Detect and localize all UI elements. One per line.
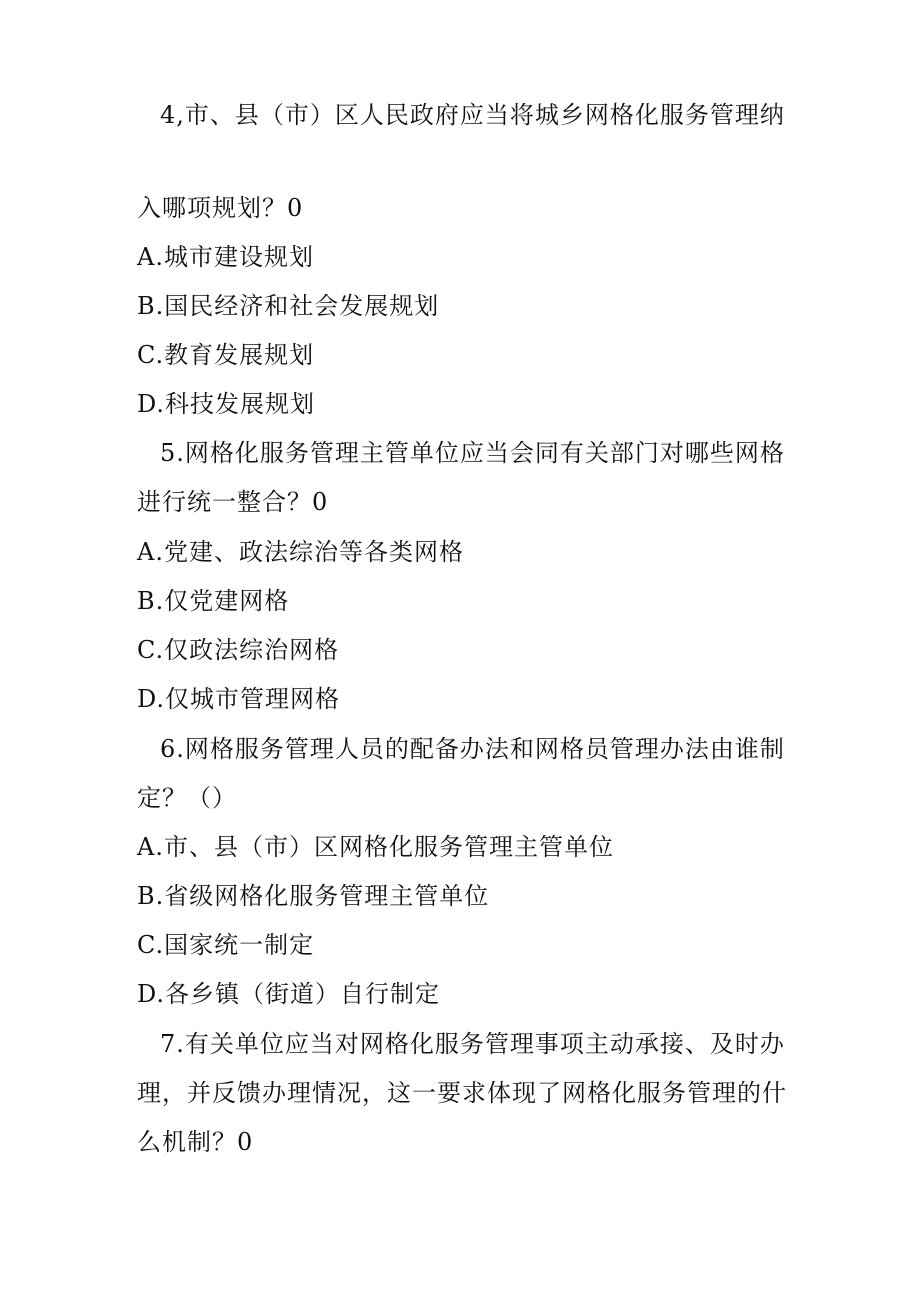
question-4-stem-line-1: 4,市、县（市）区人民政府应当将城乡网格化服务管理纳 (160, 101, 785, 129)
question-7-stem-line-3: 么机制？0 (137, 1128, 254, 1156)
question-6-option-d: D.各乡镇（街道）自行制定 (137, 980, 441, 1008)
question-4-option-b: B.国民经济和社会发展规划 (137, 292, 440, 320)
question-4-stem-line-2: 入哪项规划？0 (137, 194, 304, 222)
question-5-option-c: C.仅政法综治网格 (137, 636, 340, 664)
question-5-stem-line-1: 5.网格化服务管理主管单位应当会同有关部门对哪些网格 (160, 439, 785, 467)
question-6-stem-line-1: 6.网格服务管理人员的配备办法和网格员管理办法由谁制 (160, 735, 785, 763)
question-7-stem-line-2: 理，并反馈办理情况，这一要求体现了网格化服务管理的什 (137, 1079, 787, 1107)
question-7-stem-line-1: 7.有关单位应当对网格化服务管理事项主动承接、及时办 (160, 1030, 785, 1058)
question-4-option-a: A.城市建设规划 (137, 243, 314, 271)
question-5-option-a: A.党建、政法综治等各类网格 (137, 538, 464, 566)
question-5-option-b: B.仅党建网格 (137, 587, 290, 615)
question-4-option-c: C.教育发展规划 (137, 341, 315, 369)
question-5-option-d: D.仅城市管理网格 (137, 685, 341, 713)
question-6-option-a: A.市、县（市）区网格化服务管理主管单位 (137, 833, 614, 861)
question-6-stem-line-2: 定？（） (137, 784, 237, 812)
question-5-stem-line-2: 进行统一整合？0 (137, 488, 329, 516)
question-6-option-b: B.省级网格化服务管理主管单位 (137, 882, 490, 910)
question-6-option-c: C.国家统一制定 (137, 931, 315, 959)
question-4-option-d: D.科技发展规划 (137, 390, 316, 418)
